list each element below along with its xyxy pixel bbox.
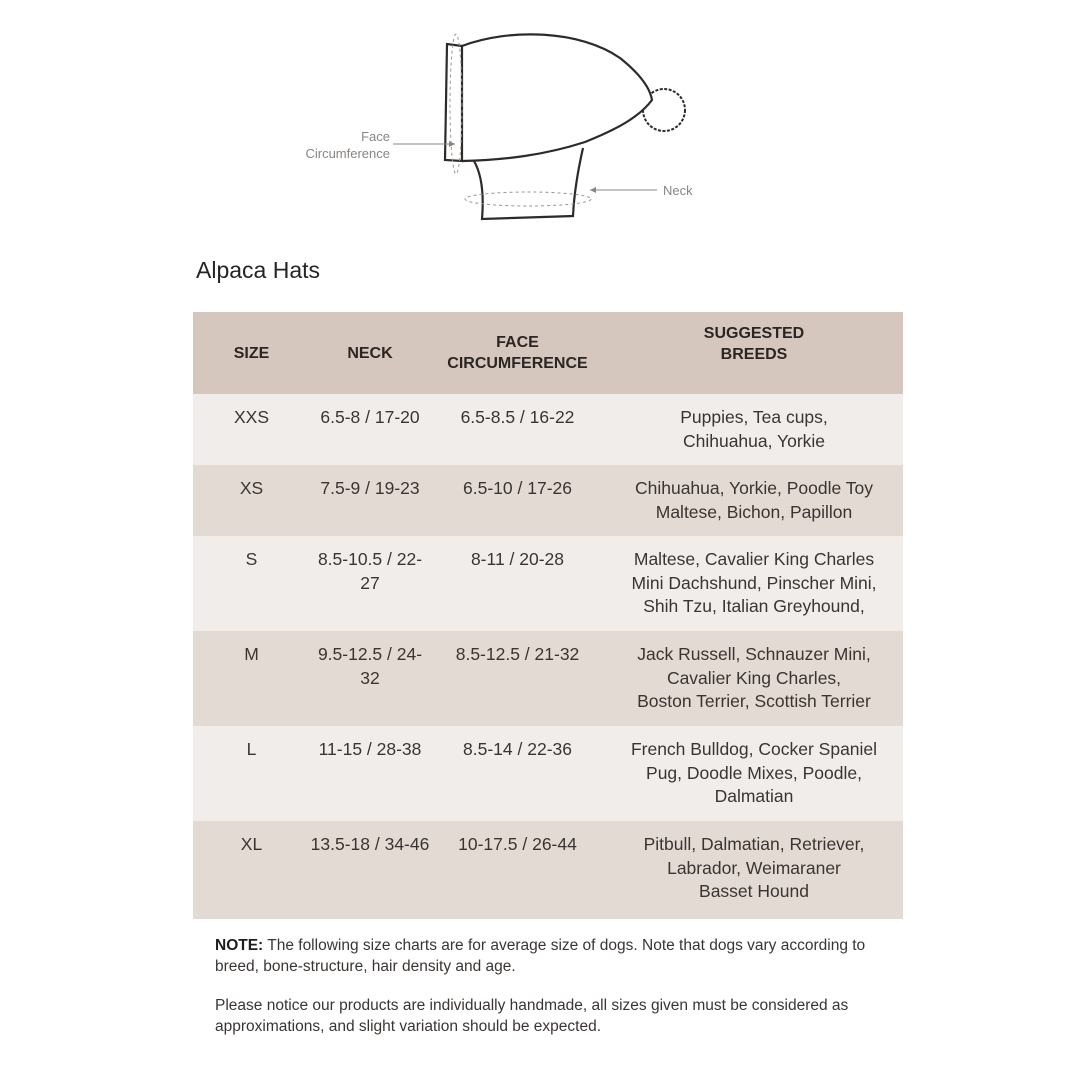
neck-arrow-head [590, 187, 596, 193]
face-cell: 8.5-14 / 22-36 [430, 726, 605, 821]
face-cell: 10-17.5 / 26-44 [430, 821, 605, 919]
size-cell: L [193, 726, 310, 821]
header-neck: NECK [310, 312, 430, 394]
face-cell: 8-11 / 20-28 [430, 536, 605, 631]
table-row [193, 465, 903, 536]
hat-diagram [0, 0, 1070, 240]
neck-label: Neck [663, 183, 693, 198]
page-title: Alpaca Hats [196, 257, 321, 283]
breeds-cell: Maltese, Cavalier King Charles Mini Dachshund, Pinscher Mini, Shih Tzu, Italian Greyhound, [605, 536, 903, 631]
neck-cell: 13.5-18 / 34-46 [310, 821, 430, 919]
table-row [193, 394, 903, 465]
breeds-cell: Chihuahua, Yorkie, Poodle Toy Maltese, Bichon, Papillon [605, 465, 903, 536]
sizing-note [215, 936, 895, 977]
neck-cell: 7.5-9 / 19-23 [310, 465, 430, 536]
breeds-cell: Pitbull, Dalmatian, Retriever, Labrador, Weimaraner Basset Hound [605, 821, 903, 919]
face-cell: 8.5-12.5 / 21-32 [430, 631, 605, 726]
table-row [193, 821, 903, 919]
table-row [193, 726, 903, 821]
breeds-cell: Puppies, Tea cups, Chihuahua, Yorkie [605, 394, 903, 465]
table-row [193, 536, 903, 631]
header-suggested-breeds: SUGGESTED BREEDS [605, 312, 903, 394]
face-cell: 6.5-10 / 17-26 [430, 465, 605, 536]
breeds-cell: French Bulldog, Cocker Spaniel Pug, Doodle Mixes, Poodle, Dalmatian [605, 726, 903, 821]
breeds-cell: Jack Russell, Schnauzer Mini, Cavalier King Charles, Boston Terrier, Scottish Terrier [605, 631, 903, 726]
header-face-circumference: FACE CIRCUMFERENCE [430, 312, 605, 394]
size-cell: XXS [193, 394, 310, 465]
hat-body-outline [462, 34, 652, 161]
size-cell: S [193, 536, 310, 631]
table-header-row [193, 312, 903, 394]
neck-cell: 9.5-12.5 / 24-32 [310, 631, 430, 726]
circumference-label: Circumference [305, 146, 390, 161]
size-cell: M [193, 631, 310, 726]
header-size: SIZE [193, 312, 310, 394]
neck-cell: 8.5-10.5 / 22-27 [310, 536, 430, 631]
neck-cell: 6.5-8 / 17-20 [310, 394, 430, 465]
note-text: The following size charts are for average size of dogs. Note that dogs vary according to breed, bone-structure, hair density and age. [215, 937, 866, 975]
notes-section [215, 936, 895, 1056]
size-cell: XL [193, 821, 310, 919]
table-row [193, 631, 903, 726]
note-label: NOTE: [215, 937, 264, 954]
size-chart-table [193, 312, 903, 919]
neck-guide [465, 192, 591, 206]
size-cell: XS [193, 465, 310, 536]
handmade-note: Please notice our products are individually handmade, all sizes given must be considered as approximations, and slight variation should be expected. [215, 997, 849, 1035]
neck-cell: 11-15 / 28-38 [310, 726, 430, 821]
face-cell: 6.5-8.5 / 16-22 [430, 394, 605, 465]
face-label: Face [361, 129, 390, 144]
